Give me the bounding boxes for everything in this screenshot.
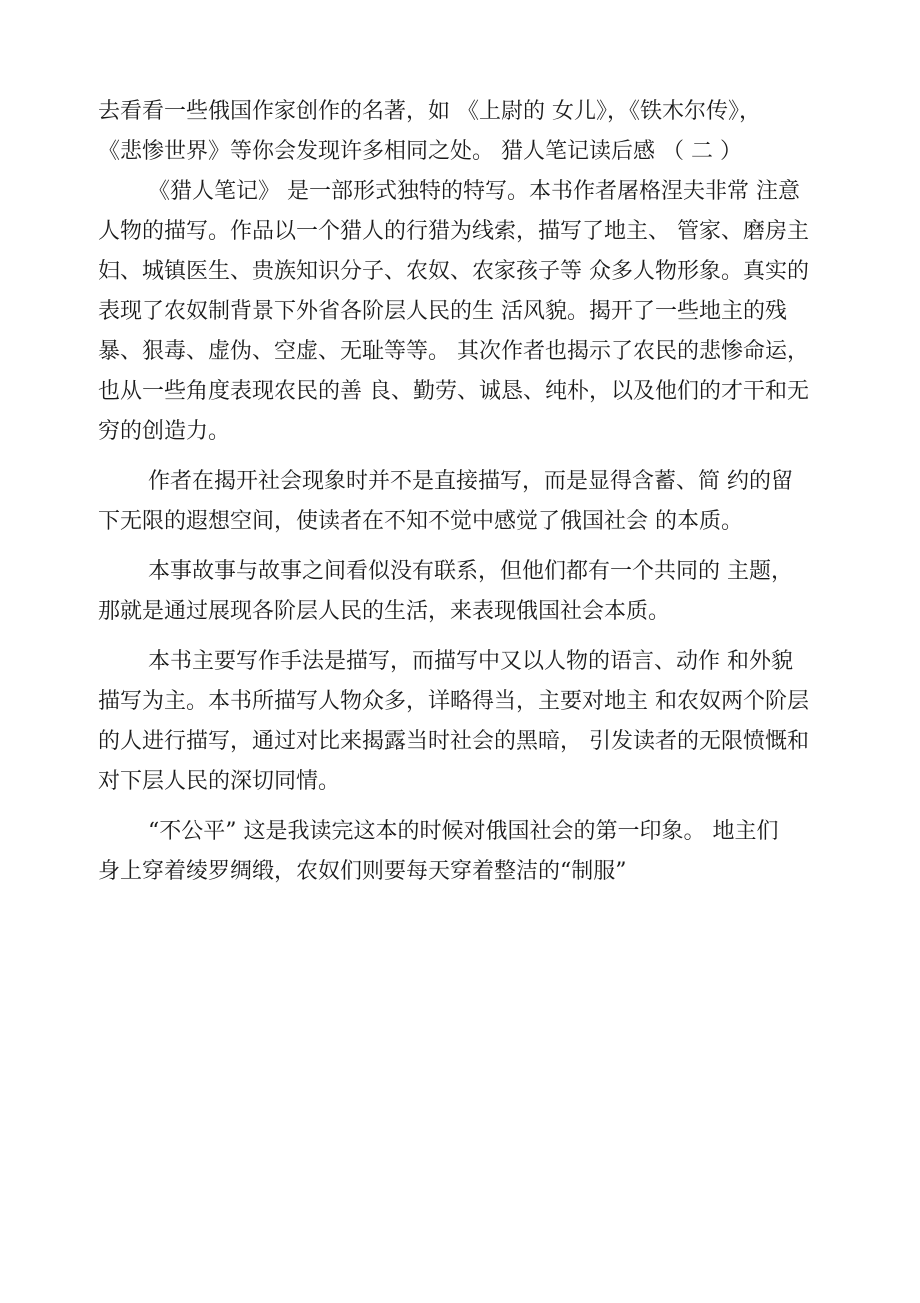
paragraph-3: [98, 462, 814, 542]
body-text: [98, 92, 814, 892]
text-line: 那就是通过展现各阶层人民的生活，来表现俄国社会本质。: [98, 599, 671, 624]
text-line: 妇、城镇医生、贵族知识分子、农奴、农家孩子等 众多人物形象。真实的: [98, 259, 809, 284]
text-line: 作者在揭开社会现象时并不是直接描写，而是显得含蓄、简 约的留: [148, 469, 793, 494]
text-line: 对下层人民的深切同情。: [98, 769, 341, 794]
paragraph-4: [98, 552, 814, 632]
text-line: 本事故事与故事之间看似没有联系，但他们都有一个共同的 主题，: [148, 559, 793, 584]
text-line: 去看看一些俄国作家创作的名著，如 《上尉的 女儿》，《铁木尔传》，: [98, 99, 761, 124]
text-line: 暴、狠毒、虚伪、空虚、无耻等等。 其次作者也揭示了农民的悲惨命运，: [98, 339, 809, 364]
text-line: 下无限的遐想空间，使读者在不知不觉中感觉了俄国社会 的本质。: [98, 509, 743, 534]
text-line: 的人进行描写，通过对比来揭露当时社会的黑暗， 引发读者的无限愤慨和: [98, 729, 809, 754]
text-line: 也从一些角度表现农民的善 良、勤劳、诚恳、纯朴，以及他们的才干和无: [98, 379, 809, 404]
text-line: 穷的创造力。: [98, 419, 231, 444]
paragraph-1: [98, 92, 814, 172]
text-line: 身上穿着绫罗绸缎，农奴们则要每天穿着整洁的“制服”: [98, 859, 627, 884]
paragraph-2: [98, 172, 814, 452]
text-line: 《猎人笔记》 是一部形式独特的特写。本书作者屠格涅夫非常 注意: [148, 179, 800, 204]
text-line: 本书主要写作手法是描写，而描写中又以人物的语言、动作 和外貌: [148, 649, 793, 674]
text-line: 《悲惨世界》等你会发现许多相同之处。 猎人笔记读后感 （ 二 ）: [98, 139, 742, 164]
text-line: 描写为主。本书所描写人物众多，详略得当，主要对地主 和农奴两个阶层: [98, 689, 809, 714]
text-line: 人物的描写。作品以一个猎人的行猎为线索，描写了地主、 管家、磨房主: [98, 219, 809, 244]
text-line: 表现了农奴制背景下外省各阶层人民的生 活风貌。揭开了一些地主的残: [98, 299, 787, 324]
text-line: “不公平” 这是我读完这本的时候对俄国社会的第一印象。 地主们: [148, 819, 779, 844]
paragraph-6: [98, 812, 814, 892]
paragraph-5: [98, 642, 814, 802]
